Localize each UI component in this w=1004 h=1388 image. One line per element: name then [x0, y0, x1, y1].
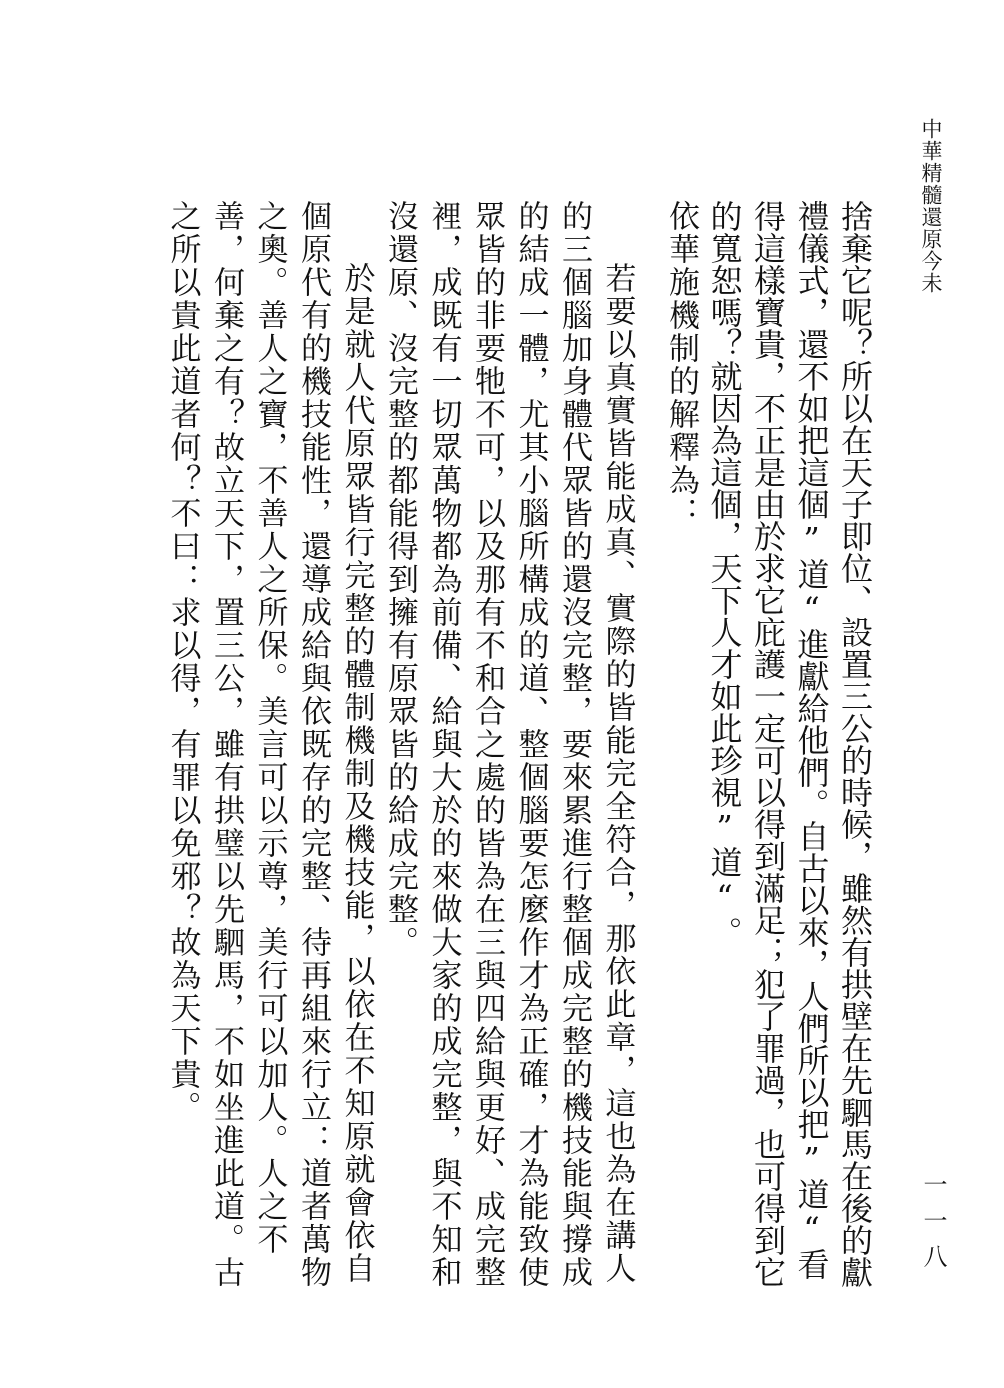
interpretation-paragraph: 若要以真實皆能成真、實際的皆能完全符合，那依此章，這也為在講人的三個腦加身體代眾皆的還沒完整，要來累進行整個成完整的機技能與撐成的結成一體，尤其小腦所構成的道、整個腦要怎麼作才為正確，才為能致使眾皆的非要牠不可，以及那有不和合之處的皆為在三與四給與更好、成完整裡，成既有一切眾萬物都為前備、給與大於的來做大家的成完整，與不知和沒還原、沒完整的都能得到擁有原眾皆的給成完整。	[382, 200, 636, 1289]
page-number: 一一八	[919, 1172, 947, 1280]
running-head: 中華精髓還原今未	[919, 118, 943, 294]
body-text	[124, 200, 876, 1310]
modern-translation-paragraph: 捨棄它呢？所以在天子即位、設置三公的時候，雖然有拱壁在先駟馬在後的獻禮儀式，還不如把這個”道“進獻給他們。自古以來，人們所以把”道“看得這樣寶貴，不正是由於求它庇護一定可以得到滿足；犯了罪過，也可得到它的寬恕嗎？就因為這個，天下人才如此珍視”道“。	[705, 200, 874, 1288]
classical-text-paragraph: 於是就人代原眾皆行完整的體制機制及機技能，以依在不知原就會依自個原代有的機技能性，還導成給與依既存的完整、待再組來行立：道者萬物之奧。善人之寶，不善人之所保。美言可以示尊，美行可以加人。人之不善，何棄之有？故立天下，置三公，雖有拱璧以先駟馬，不如坐進此道。古之所以貴此道者何？不曰：求以得，有罪以免邪？故為天下貴。	[164, 200, 375, 1289]
interpretation-heading: 依華施機制的解釋為：	[663, 200, 699, 530]
